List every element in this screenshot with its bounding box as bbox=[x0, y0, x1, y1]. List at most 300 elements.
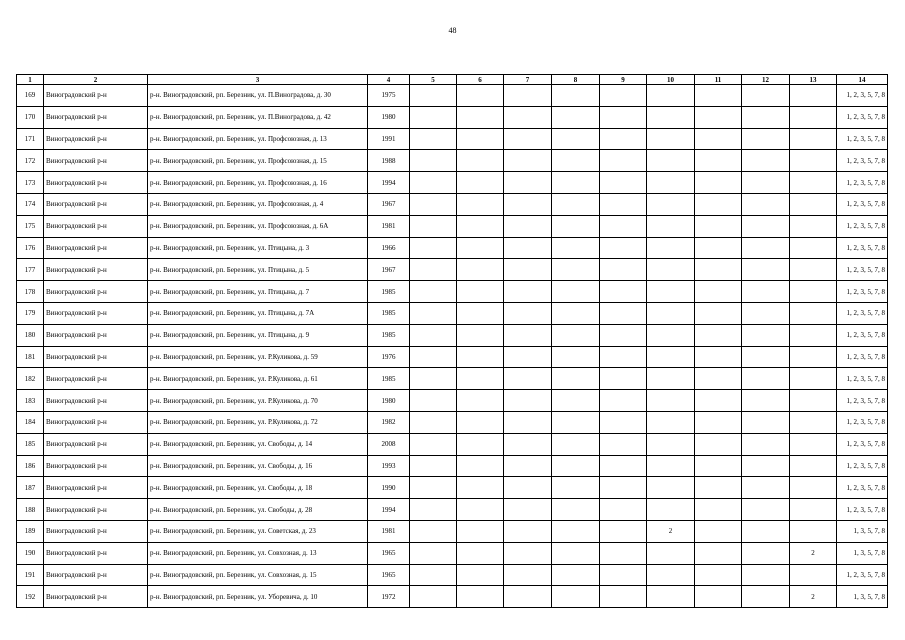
col8-cell bbox=[552, 215, 600, 237]
row-number: 178 bbox=[17, 281, 44, 303]
col13-cell bbox=[790, 324, 837, 346]
address-cell: р-н. Виноградовский, рп. Березник, ул. Птицына, д. 7 bbox=[148, 281, 368, 303]
address-cell: р-н. Виноградовский, рп. Березник, ул. Птицына, д. 5 bbox=[148, 259, 368, 281]
col12-cell bbox=[742, 542, 790, 564]
col10-cell bbox=[647, 433, 695, 455]
col12-cell bbox=[742, 281, 790, 303]
table-row bbox=[17, 128, 888, 150]
col12-cell bbox=[742, 215, 790, 237]
col8-cell bbox=[552, 237, 600, 259]
col5-cell bbox=[410, 237, 457, 259]
col9-cell bbox=[600, 324, 647, 346]
district-cell: Виноградовский р-н bbox=[44, 259, 148, 281]
table-row bbox=[17, 499, 888, 521]
col13-cell: 2 bbox=[790, 586, 837, 608]
district-cell: Виноградовский р-н bbox=[44, 237, 148, 259]
district-cell: Виноградовский р-н bbox=[44, 433, 148, 455]
year-cell: 1980 bbox=[368, 106, 410, 128]
col6-cell bbox=[457, 477, 504, 499]
col13-cell bbox=[790, 411, 837, 433]
row-number: 185 bbox=[17, 433, 44, 455]
year-cell: 1985 bbox=[368, 324, 410, 346]
col7-cell bbox=[504, 106, 552, 128]
col13-cell bbox=[790, 106, 837, 128]
col13-cell bbox=[790, 193, 837, 215]
col9-cell bbox=[600, 281, 647, 303]
col14-cell: 1, 2, 3, 5, 7, 8 bbox=[837, 368, 888, 390]
col6-cell bbox=[457, 390, 504, 412]
year-cell: 1967 bbox=[368, 259, 410, 281]
year-cell: 1972 bbox=[368, 586, 410, 608]
col14-cell: 1, 2, 3, 5, 7, 8 bbox=[837, 564, 888, 586]
col9-cell bbox=[600, 411, 647, 433]
col13-cell bbox=[790, 237, 837, 259]
col8-cell bbox=[552, 368, 600, 390]
row-number: 172 bbox=[17, 150, 44, 172]
col7-cell bbox=[504, 411, 552, 433]
col6-cell bbox=[457, 215, 504, 237]
address-cell: р-н. Виноградовский, рп. Березник, ул. Р.Куликова, д. 59 bbox=[148, 346, 368, 368]
year-cell: 1994 bbox=[368, 499, 410, 521]
col6-cell bbox=[457, 106, 504, 128]
col14-cell: 1, 2, 3, 5, 7, 8 bbox=[837, 128, 888, 150]
col11-cell bbox=[695, 193, 742, 215]
col14-cell: 1, 2, 3, 5, 7, 8 bbox=[837, 477, 888, 499]
address-cell: р-н. Виноградовский, рп. Березник, ул. Птицына, д. 7А bbox=[148, 302, 368, 324]
col13-cell bbox=[790, 346, 837, 368]
col7-cell bbox=[504, 259, 552, 281]
col5-cell bbox=[410, 215, 457, 237]
col8-cell bbox=[552, 302, 600, 324]
col7-cell bbox=[504, 193, 552, 215]
page-number: 48 bbox=[448, 26, 457, 35]
row-number: 187 bbox=[17, 477, 44, 499]
col11-cell bbox=[695, 128, 742, 150]
row-number: 175 bbox=[17, 215, 44, 237]
col6-cell bbox=[457, 586, 504, 608]
col9-cell bbox=[600, 172, 647, 194]
col7-cell bbox=[504, 455, 552, 477]
row-number: 186 bbox=[17, 455, 44, 477]
col14-cell: 1, 2, 3, 5, 7, 8 bbox=[837, 193, 888, 215]
district-cell: Виноградовский р-н bbox=[44, 215, 148, 237]
row-number: 179 bbox=[17, 302, 44, 324]
year-cell: 1976 bbox=[368, 346, 410, 368]
address-cell: р-н. Виноградовский, рп. Березник, ул. Профсоюзная, д. 13 bbox=[148, 128, 368, 150]
col5-cell bbox=[410, 106, 457, 128]
col12-cell bbox=[742, 586, 790, 608]
col8-cell bbox=[552, 150, 600, 172]
col9-cell bbox=[600, 477, 647, 499]
col6-cell bbox=[457, 237, 504, 259]
col12-cell bbox=[742, 477, 790, 499]
col7-cell bbox=[504, 586, 552, 608]
row-number: 173 bbox=[17, 172, 44, 194]
col8-cell bbox=[552, 477, 600, 499]
col14-cell: 1, 2, 3, 5, 7, 8 bbox=[837, 346, 888, 368]
table-row bbox=[17, 455, 888, 477]
col8-cell bbox=[552, 499, 600, 521]
address-cell: р-н. Виноградовский, рп. Березник, ул. Профсоюзная, д. 15 bbox=[148, 150, 368, 172]
col6-cell bbox=[457, 302, 504, 324]
col11-cell bbox=[695, 520, 742, 542]
col8-cell bbox=[552, 433, 600, 455]
district-cell: Виноградовский р-н bbox=[44, 520, 148, 542]
col11-cell bbox=[695, 477, 742, 499]
col10-cell bbox=[647, 346, 695, 368]
table-row bbox=[17, 215, 888, 237]
col7-cell bbox=[504, 324, 552, 346]
col7-cell bbox=[504, 85, 552, 107]
table-row bbox=[17, 411, 888, 433]
col10-cell bbox=[647, 85, 695, 107]
col11-cell bbox=[695, 281, 742, 303]
col11-cell bbox=[695, 172, 742, 194]
col12-cell bbox=[742, 433, 790, 455]
col14-cell: 1, 3, 5, 7, 8 bbox=[837, 586, 888, 608]
column-header-1: 1 bbox=[17, 75, 44, 85]
year-cell: 1965 bbox=[368, 542, 410, 564]
col12-cell bbox=[742, 150, 790, 172]
address-cell: р-н. Виноградовский, рп. Березник, ул. Р.Куликова, д. 61 bbox=[148, 368, 368, 390]
col5-cell bbox=[410, 433, 457, 455]
address-cell: р-н. Виноградовский, рп. Березник, ул. Свободы, д. 16 bbox=[148, 455, 368, 477]
row-number: 177 bbox=[17, 259, 44, 281]
column-header-2: 2 bbox=[44, 75, 148, 85]
col5-cell bbox=[410, 455, 457, 477]
district-cell: Виноградовский р-н bbox=[44, 586, 148, 608]
district-cell: Виноградовский р-н bbox=[44, 172, 148, 194]
col9-cell bbox=[600, 302, 647, 324]
row-number: 188 bbox=[17, 499, 44, 521]
year-cell: 1990 bbox=[368, 477, 410, 499]
col7-cell bbox=[504, 477, 552, 499]
table-row bbox=[17, 259, 888, 281]
year-cell: 1988 bbox=[368, 150, 410, 172]
col14-cell: 1, 2, 3, 5, 7, 8 bbox=[837, 85, 888, 107]
col10-cell bbox=[647, 499, 695, 521]
row-number: 174 bbox=[17, 193, 44, 215]
col5-cell bbox=[410, 586, 457, 608]
col8-cell bbox=[552, 324, 600, 346]
district-cell: Виноградовский р-н bbox=[44, 324, 148, 346]
col14-cell: 1, 2, 3, 5, 7, 8 bbox=[837, 237, 888, 259]
district-cell: Виноградовский р-н bbox=[44, 346, 148, 368]
col11-cell bbox=[695, 586, 742, 608]
col7-cell bbox=[504, 433, 552, 455]
col11-cell bbox=[695, 215, 742, 237]
col11-cell bbox=[695, 390, 742, 412]
district-cell: Виноградовский р-н bbox=[44, 193, 148, 215]
table-row bbox=[17, 564, 888, 586]
col12-cell bbox=[742, 499, 790, 521]
col7-cell bbox=[504, 150, 552, 172]
table-row bbox=[17, 106, 888, 128]
row-number: 190 bbox=[17, 542, 44, 564]
district-cell: Виноградовский р-н bbox=[44, 455, 148, 477]
col11-cell bbox=[695, 455, 742, 477]
col11-cell bbox=[695, 542, 742, 564]
address-cell: р-н. Виноградовский, рп. Березник, ул. Птицына, д. 3 bbox=[148, 237, 368, 259]
year-cell: 2008 bbox=[368, 433, 410, 455]
col7-cell bbox=[504, 520, 552, 542]
address-cell: р-н. Виноградовский, рп. Березник, ул. Р.Куликова, д. 72 bbox=[148, 411, 368, 433]
table-row bbox=[17, 193, 888, 215]
column-header-10: 10 bbox=[647, 75, 695, 85]
year-cell: 1985 bbox=[368, 368, 410, 390]
col8-cell bbox=[552, 564, 600, 586]
col6-cell bbox=[457, 85, 504, 107]
col9-cell bbox=[600, 390, 647, 412]
district-cell: Виноградовский р-н bbox=[44, 390, 148, 412]
col10-cell bbox=[647, 390, 695, 412]
col5-cell bbox=[410, 368, 457, 390]
col5-cell bbox=[410, 259, 457, 281]
address-cell: р-н. Виноградовский, рп. Березник, ул. Профсоюзная, д. 6А bbox=[148, 215, 368, 237]
year-cell: 1982 bbox=[368, 411, 410, 433]
year-cell: 1985 bbox=[368, 302, 410, 324]
col11-cell bbox=[695, 564, 742, 586]
col10-cell bbox=[647, 564, 695, 586]
col8-cell bbox=[552, 128, 600, 150]
table-row bbox=[17, 390, 888, 412]
col9-cell bbox=[600, 150, 647, 172]
row-number: 184 bbox=[17, 411, 44, 433]
col12-cell bbox=[742, 390, 790, 412]
year-cell: 1965 bbox=[368, 564, 410, 586]
col7-cell bbox=[504, 346, 552, 368]
district-cell: Виноградовский р-н bbox=[44, 477, 148, 499]
district-cell: Виноградовский р-н bbox=[44, 85, 148, 107]
col14-cell: 1, 2, 3, 5, 7, 8 bbox=[837, 172, 888, 194]
address-cell: р-н. Виноградовский, рп. Березник, ул. Свободы, д. 18 bbox=[148, 477, 368, 499]
col5-cell bbox=[410, 346, 457, 368]
col6-cell bbox=[457, 520, 504, 542]
col5-cell bbox=[410, 172, 457, 194]
col11-cell bbox=[695, 237, 742, 259]
col7-cell bbox=[504, 302, 552, 324]
col14-cell: 1, 2, 3, 5, 7, 8 bbox=[837, 281, 888, 303]
year-cell: 1980 bbox=[368, 390, 410, 412]
col11-cell bbox=[695, 85, 742, 107]
year-cell: 1993 bbox=[368, 455, 410, 477]
col14-cell: 1, 3, 5, 7, 8 bbox=[837, 542, 888, 564]
year-cell: 1991 bbox=[368, 128, 410, 150]
col14-cell: 1, 2, 3, 5, 7, 8 bbox=[837, 499, 888, 521]
col12-cell bbox=[742, 172, 790, 194]
address-cell: р-н. Виноградовский, рп. Березник, ул. Советская, д. 23 bbox=[148, 520, 368, 542]
col5-cell bbox=[410, 150, 457, 172]
col6-cell bbox=[457, 411, 504, 433]
col5-cell bbox=[410, 85, 457, 107]
col6-cell bbox=[457, 128, 504, 150]
col13-cell bbox=[790, 520, 837, 542]
col12-cell bbox=[742, 520, 790, 542]
year-cell: 1994 bbox=[368, 172, 410, 194]
column-header-9: 9 bbox=[600, 75, 647, 85]
col14-cell: 1, 2, 3, 5, 7, 8 bbox=[837, 324, 888, 346]
col7-cell bbox=[504, 390, 552, 412]
col7-cell bbox=[504, 368, 552, 390]
col9-cell bbox=[600, 564, 647, 586]
col10-cell bbox=[647, 215, 695, 237]
col10-cell bbox=[647, 455, 695, 477]
district-cell: Виноградовский р-н bbox=[44, 411, 148, 433]
row-number: 182 bbox=[17, 368, 44, 390]
housing-table bbox=[16, 74, 888, 608]
col6-cell bbox=[457, 324, 504, 346]
table-row bbox=[17, 433, 888, 455]
col8-cell bbox=[552, 390, 600, 412]
col9-cell bbox=[600, 433, 647, 455]
col10-cell bbox=[647, 281, 695, 303]
table-row bbox=[17, 302, 888, 324]
column-header-7: 7 bbox=[504, 75, 552, 85]
col12-cell bbox=[742, 237, 790, 259]
col6-cell bbox=[457, 455, 504, 477]
col10-cell bbox=[647, 477, 695, 499]
col12-cell bbox=[742, 128, 790, 150]
col10-cell bbox=[647, 411, 695, 433]
col11-cell bbox=[695, 499, 742, 521]
address-cell: р-н. Виноградовский, рп. Березник, ул. П.Виноградова, д. 30 bbox=[148, 85, 368, 107]
col10-cell bbox=[647, 586, 695, 608]
column-header-3: 3 bbox=[148, 75, 368, 85]
col9-cell bbox=[600, 106, 647, 128]
col8-cell bbox=[552, 455, 600, 477]
table-row bbox=[17, 172, 888, 194]
col9-cell bbox=[600, 586, 647, 608]
col9-cell bbox=[600, 499, 647, 521]
col9-cell bbox=[600, 542, 647, 564]
col13-cell bbox=[790, 85, 837, 107]
col5-cell bbox=[410, 411, 457, 433]
district-cell: Виноградовский р-н bbox=[44, 281, 148, 303]
table-body bbox=[17, 85, 888, 608]
col13-cell bbox=[790, 499, 837, 521]
col5-cell bbox=[410, 542, 457, 564]
address-cell: р-н. Виноградовский, рп. Березник, ул. Свободы, д. 14 bbox=[148, 433, 368, 455]
col9-cell bbox=[600, 455, 647, 477]
col14-cell: 1, 2, 3, 5, 7, 8 bbox=[837, 150, 888, 172]
col12-cell bbox=[742, 411, 790, 433]
col11-cell bbox=[695, 106, 742, 128]
col10-cell bbox=[647, 128, 695, 150]
column-header-8: 8 bbox=[552, 75, 600, 85]
column-header-12: 12 bbox=[742, 75, 790, 85]
table-row bbox=[17, 237, 888, 259]
year-cell: 1981 bbox=[368, 520, 410, 542]
col5-cell bbox=[410, 390, 457, 412]
col8-cell bbox=[552, 193, 600, 215]
address-cell: р-н. Виноградовский, рп. Березник, ул. Профсоюзная, д. 16 bbox=[148, 172, 368, 194]
col7-cell bbox=[504, 542, 552, 564]
col14-cell: 1, 2, 3, 5, 7, 8 bbox=[837, 106, 888, 128]
col14-cell: 1, 2, 3, 5, 7, 8 bbox=[837, 455, 888, 477]
col11-cell bbox=[695, 302, 742, 324]
row-number: 176 bbox=[17, 237, 44, 259]
col9-cell bbox=[600, 520, 647, 542]
address-cell: р-н. Виноградовский, рп. Березник, ул. П.Виноградова, д. 42 bbox=[148, 106, 368, 128]
col11-cell bbox=[695, 433, 742, 455]
row-number: 189 bbox=[17, 520, 44, 542]
col6-cell bbox=[457, 259, 504, 281]
col8-cell bbox=[552, 346, 600, 368]
col12-cell bbox=[742, 346, 790, 368]
col6-cell bbox=[457, 564, 504, 586]
table-row bbox=[17, 150, 888, 172]
year-cell: 1966 bbox=[368, 237, 410, 259]
row-number: 171 bbox=[17, 128, 44, 150]
col10-cell bbox=[647, 542, 695, 564]
col6-cell bbox=[457, 433, 504, 455]
col5-cell bbox=[410, 499, 457, 521]
col7-cell bbox=[504, 564, 552, 586]
col9-cell bbox=[600, 85, 647, 107]
col14-cell: 1, 2, 3, 5, 7, 8 bbox=[837, 259, 888, 281]
col8-cell bbox=[552, 281, 600, 303]
col6-cell bbox=[457, 346, 504, 368]
col8-cell bbox=[552, 411, 600, 433]
col13-cell bbox=[790, 564, 837, 586]
col10-cell bbox=[647, 302, 695, 324]
col5-cell bbox=[410, 477, 457, 499]
col10-cell bbox=[647, 172, 695, 194]
col9-cell bbox=[600, 259, 647, 281]
address-cell: р-н. Виноградовский, рп. Березник, ул. Свободы, д. 28 bbox=[148, 499, 368, 521]
address-cell: р-н. Виноградовский, рп. Березник, ул. Р.Куликова, д. 70 bbox=[148, 390, 368, 412]
col11-cell bbox=[695, 411, 742, 433]
col8-cell bbox=[552, 520, 600, 542]
col13-cell bbox=[790, 259, 837, 281]
col13-cell bbox=[790, 368, 837, 390]
col13-cell: 2 bbox=[790, 542, 837, 564]
row-number: 181 bbox=[17, 346, 44, 368]
col5-cell bbox=[410, 193, 457, 215]
col8-cell bbox=[552, 172, 600, 194]
col9-cell bbox=[600, 215, 647, 237]
row-number: 180 bbox=[17, 324, 44, 346]
column-header-13: 13 bbox=[790, 75, 837, 85]
district-cell: Виноградовский р-н bbox=[44, 499, 148, 521]
column-header-4: 4 bbox=[368, 75, 410, 85]
col7-cell bbox=[504, 172, 552, 194]
col12-cell bbox=[742, 324, 790, 346]
table-row bbox=[17, 542, 888, 564]
col12-cell bbox=[742, 106, 790, 128]
col7-cell bbox=[504, 499, 552, 521]
year-cell: 1985 bbox=[368, 281, 410, 303]
table-row bbox=[17, 477, 888, 499]
col9-cell bbox=[600, 368, 647, 390]
col13-cell bbox=[790, 215, 837, 237]
col9-cell bbox=[600, 193, 647, 215]
col12-cell bbox=[742, 193, 790, 215]
col12-cell bbox=[742, 455, 790, 477]
row-number: 191 bbox=[17, 564, 44, 586]
col10-cell bbox=[647, 259, 695, 281]
col7-cell bbox=[504, 281, 552, 303]
district-cell: Виноградовский р-н bbox=[44, 302, 148, 324]
row-number: 170 bbox=[17, 106, 44, 128]
col9-cell bbox=[600, 128, 647, 150]
col8-cell bbox=[552, 586, 600, 608]
table-row bbox=[17, 281, 888, 303]
table-row bbox=[17, 520, 888, 542]
col10-cell bbox=[647, 106, 695, 128]
col10-cell: 2 bbox=[647, 520, 695, 542]
col12-cell bbox=[742, 85, 790, 107]
